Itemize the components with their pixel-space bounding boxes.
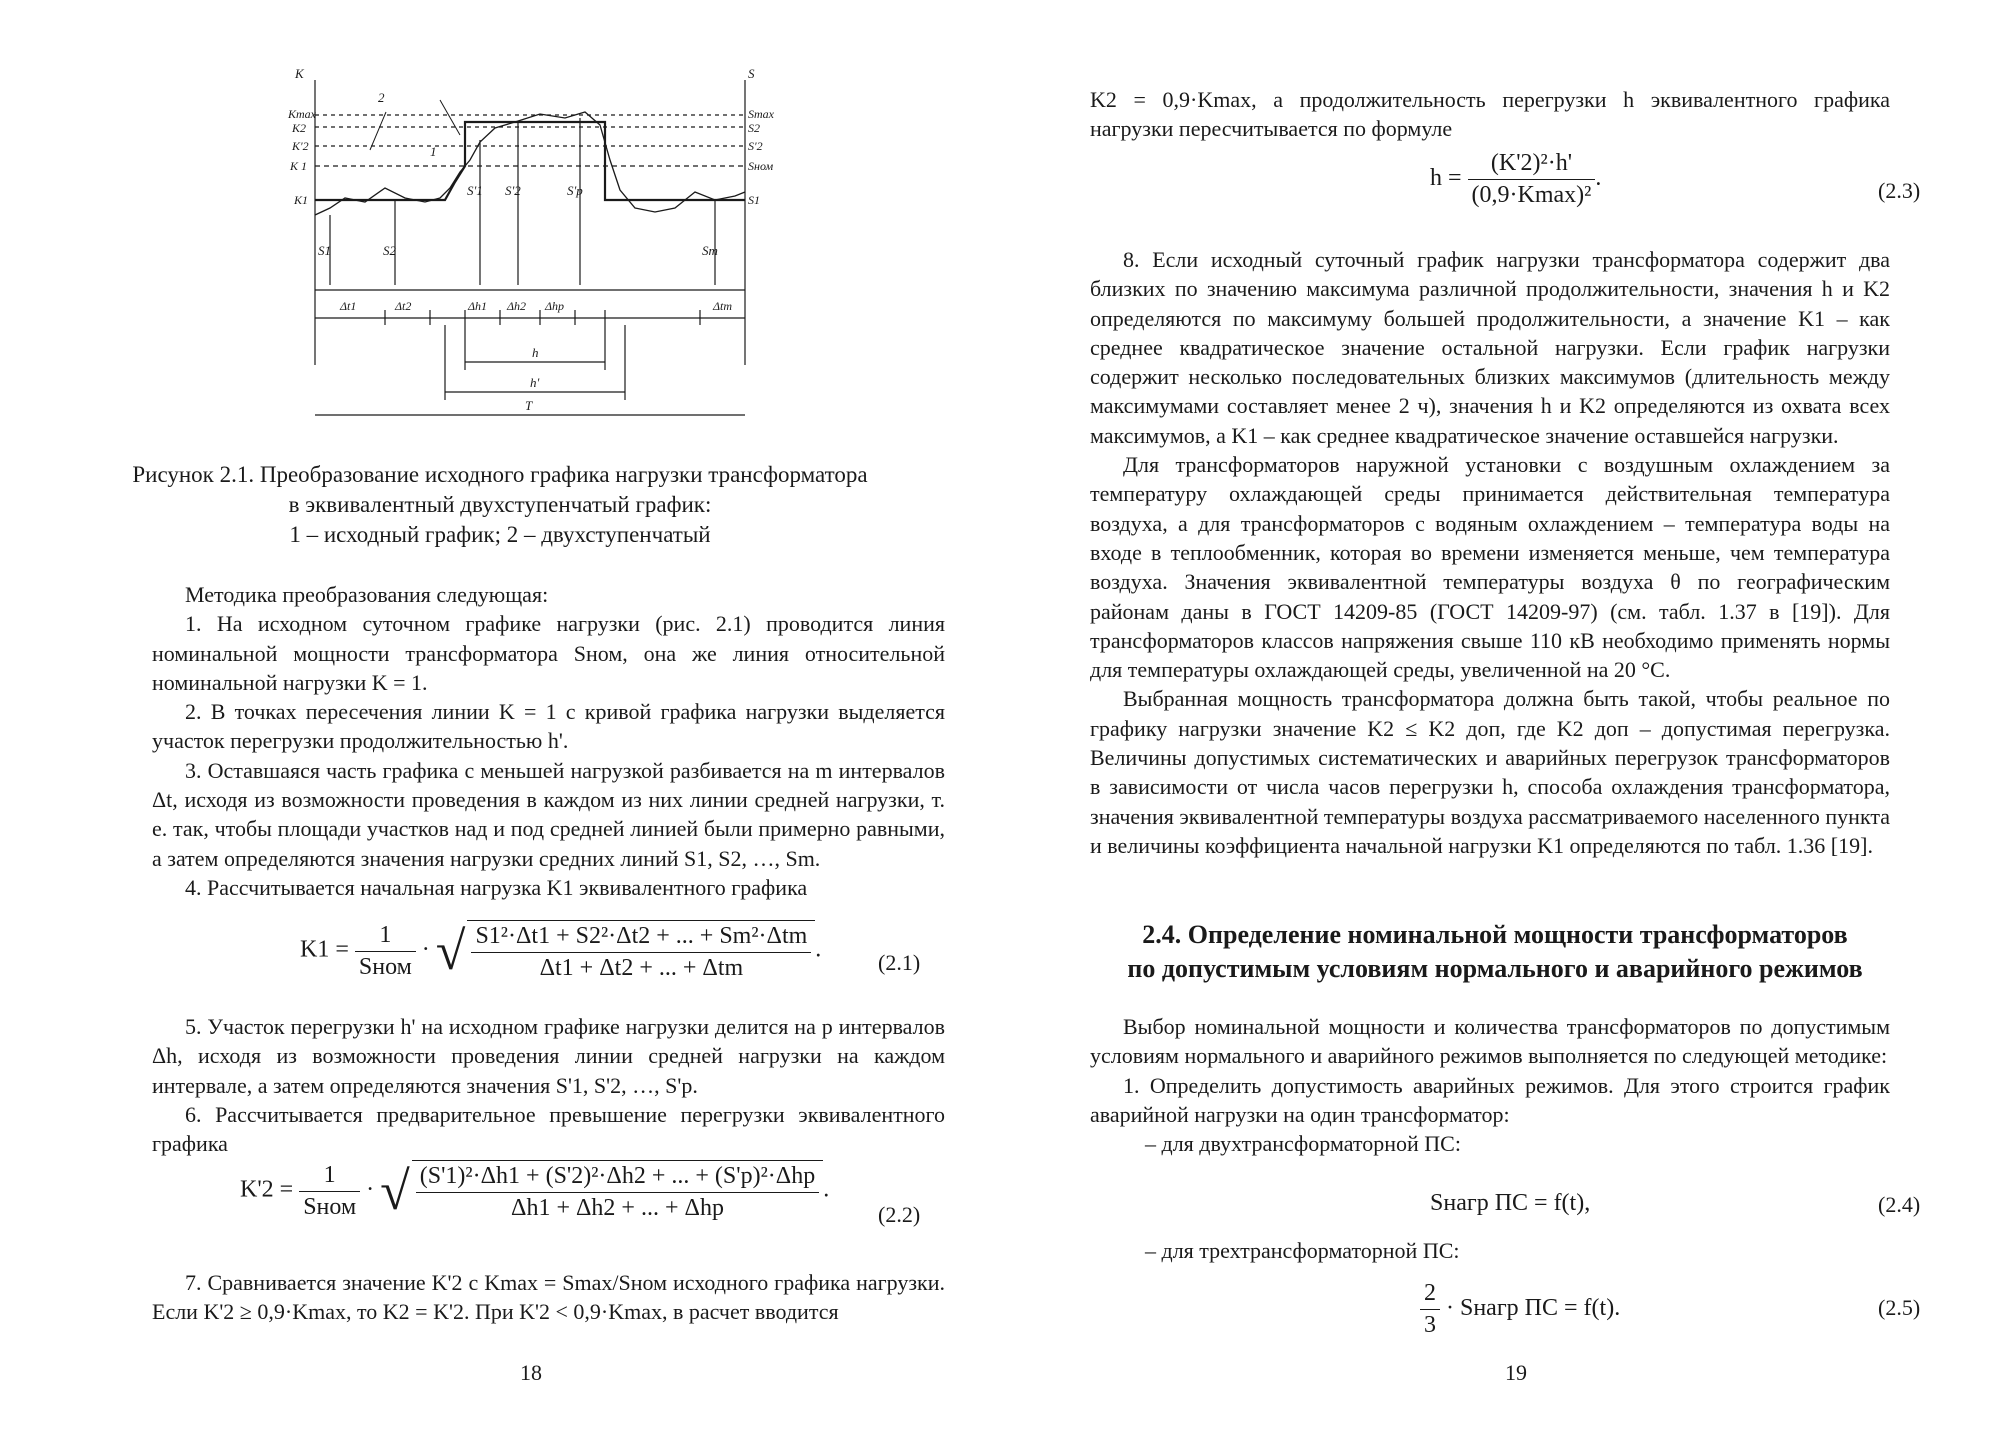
svg-text:Δh1: Δh1 (468, 299, 488, 313)
svg-text:Δt2: Δt2 (395, 299, 412, 313)
svg-text:S'2: S'2 (505, 183, 521, 198)
right-page: K2 = 0,9·Kmax, а продолжительность перегрузки h эквивалентного графика нагрузки пересчитывается по формуле h = $\frac{\text{(K'2)²·h'}}{\text{(0,9·Kmax)²}}$ . (2.3) 8. Если исходный суточный график нагрузки трансформатора содержит два близких по значению максимума различной продолжительности, значения h и K2 определяются по максимуму большей продолжительности, а значение K1 – как среднее квадратическое значение остальной нагрузки. Если график нагрузки содержит несколько последовательных близких максимумов (длительность между максимумами составляет менее 2 ч), значения h и K2 определяются из охвата всех максимумов, а K1 – как среднее квадратическое значение оставшейся нагрузки. Для трансформаторов наружной установки с воздушным охлаждением за температуру охлаждающей среды принимается действительная температура воздуха, а для трансформаторов с водяным охлаждением – температура воды на входе в теплообменник, которая во времени изменяется меньше, чем температура воздуха. Значения эквивалентной температуры воздуха θ по географическим районам даны в ГОСТ 14209-85 (ГОСТ 14209-97) (см. табл. 1.37 в [19]). Для трансформаторов классов напряжения свыше 110 кВ необходимо применять нормы для температуры охлаждающей среды, увеличенной на 20 °С. Выбранная мощность трансформатора должна быть такой, чтобы реальное по графику нагрузки значение K2 ≤ K2 доп, где K2 доп – допустимая перегрузка. Величины допустимых систематических и аварийных перегрузок трансформаторов в зависимости от числа часов перегрузки h, способа охлаждения трансформатора, значения эквивалентной температуры воздуха рассматриваемого населенного пункта и величины коэффициента начальной нагрузки K1 определяются по табл. 1.36 [19]. 2.4. Определение номинальной мощности трансформаторов по допустимым условиям нормального и аварийного режимов Выбор номинальной мощности и количества трансформаторов по допустимым условиям нормального и аварийного режимов выполняется по следующей методике: 1. Определить допустимость аварийных режимов. Для этого строится график аварийной нагрузки на один трансформатор: – для двухтрансформаторной ПС: Sнагр ПС = f(t), (2.4) – для трехтрансформаторной ПС: $\frac{2}{3}$ · Sнагр ПС = f(t). (2.5) 19 (1090, 87, 1921, 1385)
svg-text:S2: S2 (383, 243, 396, 258)
equation-2-4: Sнагр ПС = f(t), (1430, 1190, 1591, 1216)
left-text-3: 7. Сравнивается значение K'2 с Kmax = Smax/Sном исходного графика нагрузки. Если K'2 ≥ 0,9·Kmax, то K2 = K'2. При K'2 < 0,9·Kmax, в расчет вводится (152, 1270, 945, 1325)
svg-text:K 1: K 1 (290, 159, 308, 173)
equation-2-2: K'2 = $\frac{1}{\text{Sном}}$ · √ $\frac{\text{(S'1)²·Δh1 + (S'2)²·Δh2 + ... + (S'p)²·Δhp}}{\text{Δh1 + Δh2 + ... + Δhp}}$ . (240, 1161, 830, 1221)
right-text-1: 8. Если исходный суточный график нагрузки трансформатора содержит два близких по значению максимума различной продолжительности, значения h и K2 определяются по максимуму большей продолжительности, а значение K1 – как среднее квадратическое значение остальной нагрузки. Если график нагрузки содержит несколько последовательных близких максимумов (длительность между максимумами составляет менее 2 ч), значения h и K2 определяются из охвата всех максимумов, а K1 – как среднее квадратическое значение оставшейся нагрузки. Для трансформаторов наружной установки с воздушным охлаждением за температуру охлаждающей среды принимается действительная температура воздуха, а для трансформаторов с водяным охлаждением – температура воды на входе в теплообменник, которая во времени изменяется меньше, чем температура воздуха. Значения эквивалентной температуры воздуха θ по географическим районам даны в ГОСТ 14209-85 (ГОСТ 14209-97) (см. табл. 1.37 в [19]). Для трансформаторов классов напряжения свыше 110 кВ необходимо применять нормы для температуры охлаждающей среды, увеличенной на 20 °С. Выбранная мощность трансформатора должна быть такой, чтобы реальное по графику нагрузки значение K2 ≤ K2 доп, где K2 доп – допустимая перегрузка. Величины допустимых систематических и аварийных перегрузок трансформаторов в зависимости от числа часов перегрузки h, способа охлаждения трансформатора, значения эквивалентной температуры воздуха рассматриваемого населенного пункта и величины коэффициента начальной нагрузки K1 определяются по табл. 1.36 [19]. (1090, 247, 1890, 858)
sqrt-sign: √ (435, 921, 466, 981)
svg-text:2: 2 (378, 90, 385, 105)
svg-text:Sном: Sном (748, 159, 774, 173)
section-heading: 2.4. Определение номинальной мощности трансформаторов по допустимым условиям нормального и аварийного режимов (1127, 920, 1863, 983)
equation-2-5: $\frac{2}{3}$ · Sнагр ПС = f(t). (1420, 1280, 1620, 1339)
left-text-2: 5. Участок перегрузки h' на исходном графике нагрузки делится на p интервалов Δh, исходя из возможности проведения линии средней нагрузки на каждом интервале, а затем определяются значения S'1, S'2, …, S'p. 6. Рассчитывается предварительное превышение перегрузки эквивалентного графика (152, 1014, 945, 1157)
svg-text:K: K (295, 66, 304, 81)
svg-text:Δtm: Δtm (713, 299, 733, 313)
svg-text:T: T (525, 398, 533, 413)
svg-text:1: 1 (430, 144, 437, 159)
figure-caption: Рисунок 2.1. Преобразование исходного графика нагрузки трансформатора в эквивалентный двухступенчатый график: 1 – исходный график; 2 – двухступенчатый (132, 462, 868, 547)
svg-text:S'2: S'2 (748, 139, 763, 153)
svg-text:Δh2: Δh2 (507, 299, 527, 313)
svg-text:S'p: S'p (567, 183, 583, 198)
svg-text:Δhp: Δhp (545, 299, 565, 313)
svg-text:S'1: S'1 (467, 183, 483, 198)
equivalent-two-step-graph (315, 122, 745, 200)
svg-text:K'2: K'2 (292, 139, 309, 153)
svg-text:Sm: Sm (702, 243, 718, 258)
svg-text:Smax: Smax (748, 107, 774, 121)
svg-text:h: h (532, 345, 539, 360)
svg-text:K2: K2 (292, 121, 307, 135)
svg-text:S1: S1 (748, 193, 760, 207)
left-text-1: Методика преобразования следующая: 1. На исходном суточном графике нагрузки (рис. 2.1) проводится линия номинальной мощности трансформатора Sном, она же линия относительной номинальной нагрузки K = 1. 2. В точках пересечения линии K = 1 с кривой графика нагрузки выделяется участок перегрузки продолжительностью h'. 3. Оставшаяся часть графика с меньшей нагрузкой разбивается на m интервалов Δt, исходя из возможности проведения в каждом из них линии средней нагрузки, т. е. так, чтобы площади участков над и под средней линией были примерно равными, а затем определяются значения нагрузки средних линий S1, S2, …, Sm. 4. Рассчитывается начальная нагрузка K1 эквивалентного графика (152, 582, 945, 900)
svg-text:Δt1: Δt1 (340, 299, 357, 313)
load-graph-figure (288, 66, 774, 440)
svg-text:Kmax: Kmax (288, 107, 316, 121)
svg-text:S1: S1 (318, 243, 331, 258)
equation-2-3: h = $\frac{\text{(K'2)²·h'}}{\text{(0,9·Kmax)²}}$ . (1430, 150, 1602, 208)
page-number-left: 18 (520, 1360, 542, 1385)
sqrt-sign: √ (380, 1161, 410, 1221)
page-number-right: 19 (1505, 1360, 1527, 1385)
right-text-3: – для трехтрансформаторной ПС: (1145, 1238, 1460, 1263)
svg-text:S: S (748, 66, 755, 81)
svg-text:S2: S2 (748, 121, 760, 135)
right-text-2: Выбор номинальной мощности и количества трансформаторов по допустимым условиям нормального и аварийного режимов выполняется по следующей методике: 1. Определить допустимость аварийных режимов. Для этого строится график аварийной нагрузки на один трансформатор: – для двухтрансформаторной ПС: (1090, 1014, 1890, 1157)
equation-2-1: K1 = $\frac{1}{\text{Sном}}$ · √ $\frac{\text{S1²·Δt1 + S2²·Δt2 + ... + Sm²·Δtm}}{\text{Δt1 + Δt2 + ... + Δtm}}$ . (300, 921, 822, 981)
svg-text:K1: K1 (294, 193, 309, 207)
right-intro: K2 = 0,9·Kmax, а продолжительность перегрузки h эквивалентного графика нагрузки пересчитывается по формуле (1090, 87, 1890, 142)
left-page: K Kmax K2 K'2 K 1 K1 S Smax S2 S'2 Sном S1 2 1 S1 S2 S'1 S'2 S'p Sm Δt1 Δt2 Δh1 Δh2 Δhp Δtm h h' T Рисунок 2.1. Преобразование исходного графика нагрузки трансформатора в эквивалентный двухступенчатый график: 1 – исходный график; 2 – двухступенчатый Методика преобразования следующая: 1. На исходном суточном графике нагрузки (рис. 2.1) проводится линия номинальной мощности трансформатора Sном, она же линия относительной номинальной нагрузки K = 1. 2. В точках пересечения линии K = 1 с кривой графика нагрузки выделяется участок перегрузки продолжительностью h'. 3. Оставшаяся часть графика с меньшей нагрузкой разбивается на m интервалов Δt, исходя из возможности проведения в каждом из них линии средней нагрузки, т. е. так, чтобы площади участков над и под средней линией были примерно равными, а затем определяются значения нагрузки средних линий S1, S2, …, Sm. 4. Рассчитывается начальная нагрузка K1 эквивалентного графика K1 = $\frac{1}{\text{Sном}}$ · √ $\frac{\text{S1²·Δt1 + S2²·Δt2 + ... + Sm²·Δtm}}{\text{Δt1 + Δt2 + ... + Δtm}}$ . (2.1) 5. Участок перегрузки h' на исходном графике нагрузки делится на p интервалов Δh, исходя из возможности проведения линии средней нагрузки на каждом интервале, а затем определяются значения S'1, S'2, …, S'p. 6. Рассчитывается предварительное превышение перегрузки эквивалентного графика K'2 = $\frac{1}{\text{Sном}}$ · √ $\frac{\text{(S'1)²·Δh1 + (S'2)²·Δh2 + ... + (S'p)²·Δhp}}{\text{Δh1 + Δh2 + ... + Δhp}}$ . (2.2) 7. Сравнивается значение K'2 с Kmax = Smax/Sном исходного графика нагрузки. Если K'2 ≥ 0,9·Kmax, то K2 = K'2. При K'2 < 0,9·Kmax, в расчет вводится 18 (0, 0, 1000, 1439)
svg-text:h': h' (530, 375, 540, 390)
